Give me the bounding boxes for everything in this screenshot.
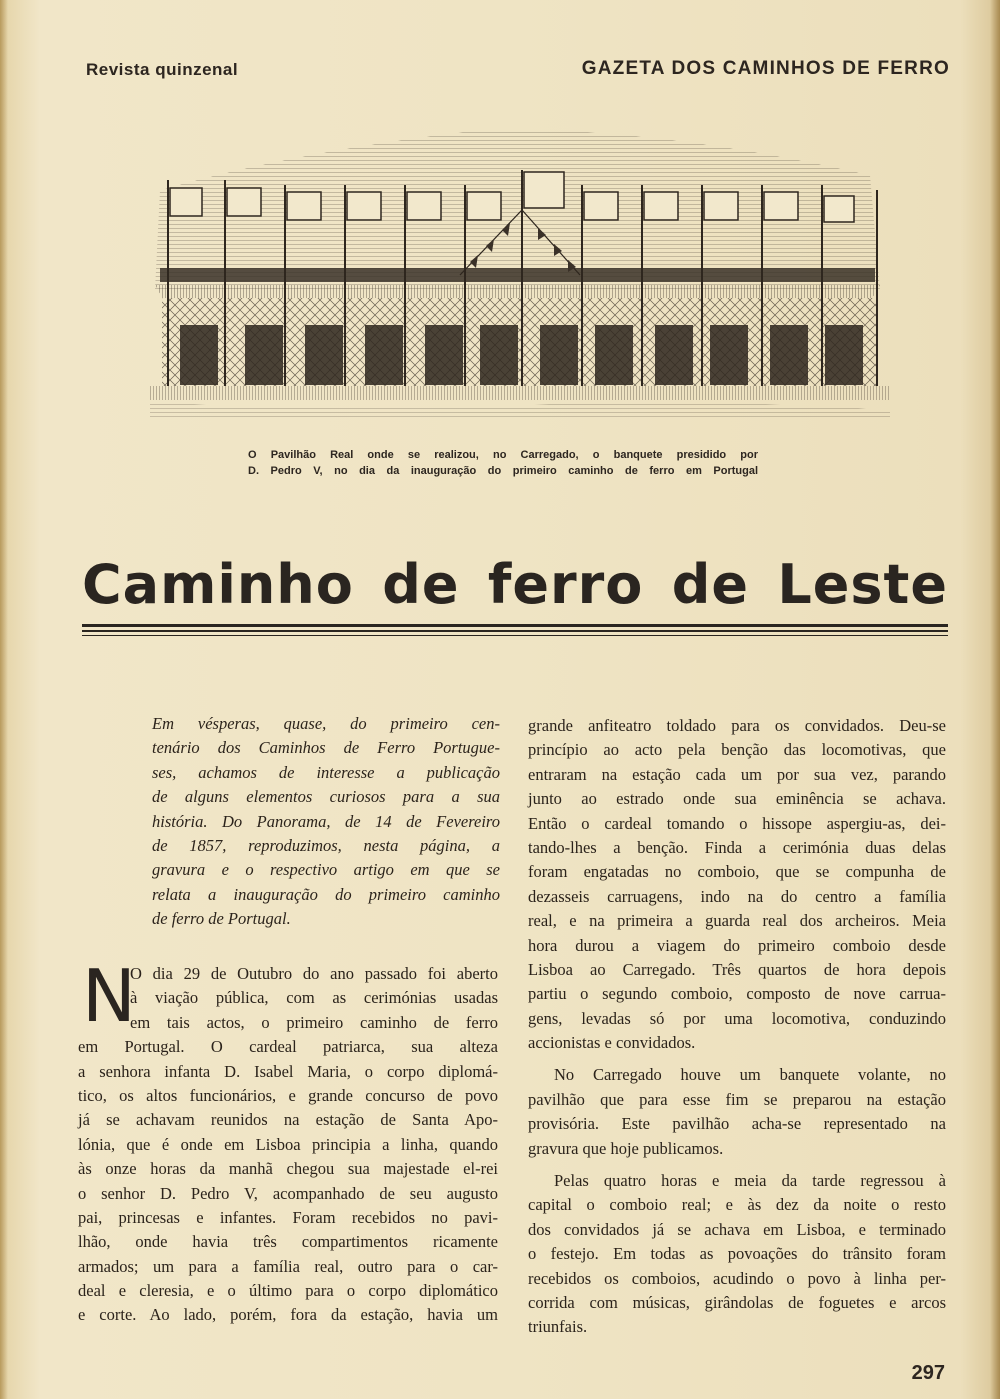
intro-line: de ferro de Portugal. bbox=[152, 909, 291, 929]
article-line: dos convidados já se achava em Lisboa, e terminado bbox=[528, 1219, 946, 1239]
article-line: provisória. Este pavilhão acha-se representado na bbox=[528, 1114, 946, 1134]
article-line: capital o comboio real; e às dez da noite o resto bbox=[528, 1195, 946, 1215]
intro-line: relata a inauguração do primeiro caminho bbox=[152, 884, 500, 904]
intro-line: gravura e o respectivo artigo em que se bbox=[152, 860, 500, 880]
article-line: grande anfiteatro toldado para os convidados. Deu-se bbox=[528, 716, 946, 735]
article-line: junto ao estrado onde sua eminência se achava. bbox=[528, 789, 946, 809]
article-line: Pelas quatro horas e meia da tarde regressou à bbox=[554, 1171, 946, 1191]
title-word: Leste bbox=[777, 553, 948, 616]
article-column-left bbox=[78, 954, 498, 1328]
article-line: O dia 29 de Outubro do ano passado foi aberto bbox=[130, 964, 498, 983]
article-line: às onze horas da manhã chegou sua majestade el-rei bbox=[78, 1159, 498, 1179]
article-line: foram engatadas no comboio, que se compunha de bbox=[528, 862, 946, 882]
article-line: pavilhão que para esse fim se preparou na estação bbox=[528, 1089, 946, 1109]
article-line: em Portugal. O cardeal patriarca, sua alteza bbox=[78, 1037, 498, 1057]
intro-line: história. Do Panorama, de 14 de Fevereiro bbox=[152, 811, 500, 831]
article-column-right bbox=[528, 714, 946, 1340]
title-rule-thin bbox=[82, 635, 948, 636]
intro-line: Em vésperas, quase, do primeiro cen- bbox=[152, 714, 500, 733]
article-line: em tais actos, o primeiro caminho de ferro bbox=[130, 1012, 498, 1032]
article-line: tando-lhes a benção. Finda a cerimónia duas delas bbox=[528, 837, 946, 857]
article-line: e corte. Ao lado, porém, fora da estação, havia um bbox=[78, 1305, 498, 1325]
article-line: o festejo. Em todas as povoações do trânsito foram bbox=[528, 1244, 946, 1264]
caption-line: O Pavilhão Real onde se realizou, no Carregado, o banquete presidido por bbox=[248, 449, 758, 461]
article-line: princípio ao acto pela benção das locomotivas, que bbox=[528, 740, 946, 760]
article-line: deal e cleresia, e o último para o corpo diplomático bbox=[78, 1281, 498, 1301]
page-edge bbox=[990, 0, 1000, 1399]
running-header-left: Revista quinzenal bbox=[86, 60, 239, 79]
article-line: accionistas e convidados. bbox=[528, 1033, 696, 1053]
article-line: entraram na estação cada um por sua vez, parando bbox=[528, 764, 946, 784]
pavilion-engraving bbox=[150, 120, 890, 440]
article-line: o senhor D. Pedro V, acompanhado de seu augusto bbox=[78, 1183, 498, 1203]
article-line: hora durou a viagem do primeiro comboio desde bbox=[528, 935, 946, 955]
article-line: dezasseis carruagens, indo na do centro a família bbox=[528, 886, 946, 906]
article-line: tico, os altos funcionários, e grande concurso de povo bbox=[78, 1085, 498, 1105]
article-line: recebidos os comboios, acudindo o povo à linha per- bbox=[528, 1268, 946, 1288]
intro-line: de alguns elementos curiosos para a sua bbox=[152, 787, 500, 807]
article-line: gens, levadas só por uma locomotiva, conduzindo bbox=[528, 1008, 946, 1028]
title-word: de bbox=[671, 553, 749, 616]
article-line: triunfais. bbox=[528, 1317, 588, 1337]
page-number: 297 bbox=[911, 1362, 945, 1384]
article-line: No Carregado houve um banquete volante, no bbox=[554, 1065, 946, 1085]
title-rule bbox=[82, 630, 948, 632]
intro-line: de 1857, reproduzimos, nesta página, a bbox=[152, 835, 500, 855]
editorial-intro bbox=[152, 712, 500, 932]
article-line: a senhora infanta D. Isabel Maria, o corpo diplomá- bbox=[78, 1061, 498, 1081]
article-line: lhão, onde havia três compartimentos ricamente bbox=[78, 1232, 498, 1252]
title-word: ferro bbox=[487, 553, 644, 616]
drop-cap: N bbox=[82, 954, 136, 1038]
article-line: gravura que hoje publicamos. bbox=[528, 1138, 724, 1158]
intro-line: ses, achamos de interesse a publicação bbox=[152, 762, 500, 782]
article-line: corrida com músicas, girândolas de foguetes e arcos bbox=[528, 1292, 946, 1312]
title-rule-thick bbox=[82, 624, 948, 627]
engraving-caption bbox=[248, 447, 758, 479]
article-line: lónia, que é onde em Lisboa principia a linha, quando bbox=[78, 1134, 498, 1154]
article-line: Lisboa ao Carregado. Três quartos de hora depois bbox=[528, 959, 946, 979]
intro-line: tenário dos Caminhos de Ferro Portugue- bbox=[152, 738, 500, 758]
article-title bbox=[82, 540, 948, 630]
article-line: Então o cardeal tomando o hissope aspergiu-as, dei- bbox=[528, 813, 946, 833]
article-line: armados; um para a família real, outro para o car- bbox=[78, 1256, 498, 1276]
running-header-right: GAZETA DOS CAMINHOS DE FERRO bbox=[581, 58, 950, 79]
article-line: pai, princesas e infantes. Foram recebidos no pavi- bbox=[78, 1207, 498, 1227]
caption-line: D. Pedro V, no dia da inauguração do primeiro caminho de ferro em Portugal bbox=[248, 465, 758, 477]
article-line: partiu o segundo comboio, composto de nove carrua- bbox=[528, 984, 946, 1004]
title-word: Caminho bbox=[82, 553, 354, 616]
article-line: já se achavam reunidos na estação de Santa Apo- bbox=[78, 1110, 498, 1130]
binding-shadow bbox=[0, 0, 8, 1399]
article-line: à viação pública, com as cerimónias usadas bbox=[130, 988, 498, 1008]
article-line: real, e na primeira a guarda real dos archeiros. Meia bbox=[528, 911, 946, 931]
title-word: de bbox=[382, 553, 460, 616]
